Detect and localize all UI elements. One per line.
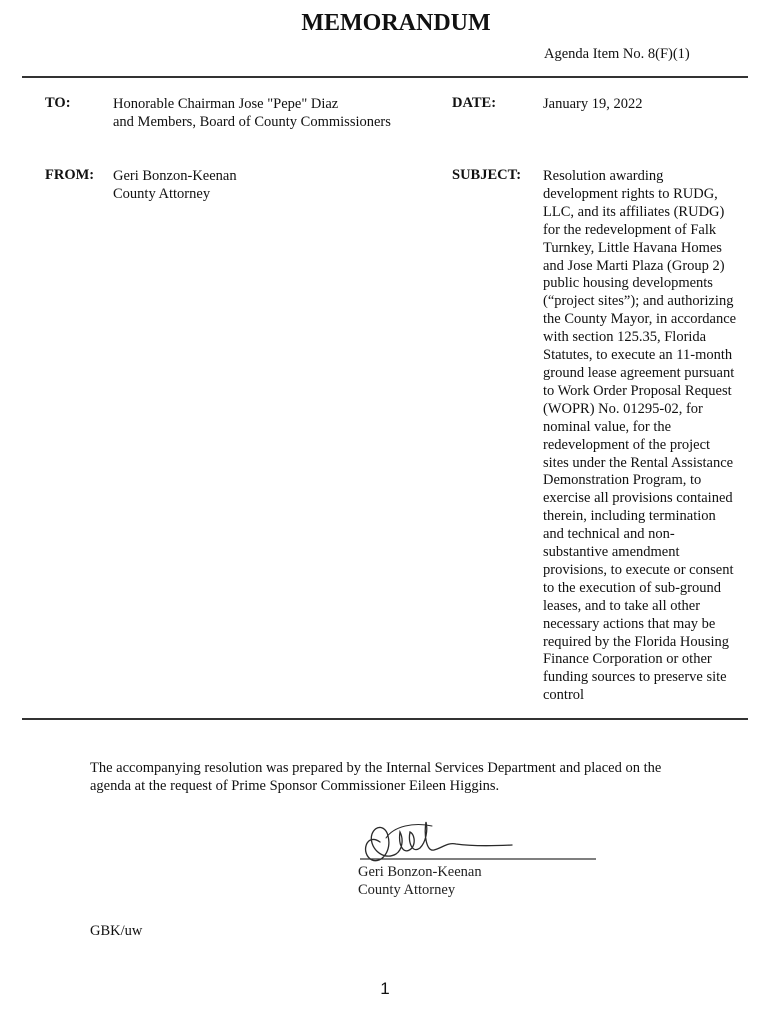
memo-title: MEMORANDUM (301, 10, 491, 36)
subject-line: nominal value, for the (543, 418, 672, 435)
body-paragraph (90, 759, 730, 795)
subject-line: substantive amendment (543, 544, 680, 561)
from-line: Geri Bonzon-Keenan (113, 168, 237, 184)
subject-line: Demonstration Program, to (543, 472, 702, 489)
subject-line: development rights to RUDG, (543, 185, 718, 202)
subject-line: with section 125.35, Florida (543, 329, 707, 346)
subject-line: public housing developments (543, 275, 713, 292)
subject-line: and Jose Marti Plaza (Group 2) (543, 257, 725, 274)
subject-line: provisions, to execute or consent (543, 561, 734, 578)
typist-initials: GBK/uw (90, 923, 143, 939)
subject-line: exercise all provisions contained (543, 490, 733, 507)
subject-line: ground lease agreement pursuant (543, 364, 735, 381)
bottom-divider (22, 718, 748, 720)
subject-line: Finance Corporation or other (543, 651, 712, 668)
subject-line: LLC, and its affiliates (RUDG) (543, 203, 725, 220)
subject-line: redevelopment of the project (543, 436, 711, 453)
subject-line: (“project sites”); and authorizing (543, 293, 734, 310)
subject-line: Statutes, to execute an 11-month (543, 347, 733, 364)
to-label: TO: (45, 95, 71, 111)
subject-line: and technical and non- (543, 526, 675, 543)
subject-line: required by the Florida Housing (543, 633, 730, 650)
date-label: DATE: (452, 95, 497, 111)
subject-line: sites under the Rental Assistance (543, 454, 734, 471)
body-line: agenda at the request of Prime Sponsor Commissioner Eileen Higgins. (90, 778, 500, 794)
subject-line: the County Mayor, in accordance (543, 311, 737, 328)
body-line: The accompanying resolution was prepared by the Internal Services Department and placed on the (90, 760, 662, 776)
subject-line: funding sources to preserve site (543, 669, 727, 686)
subject-line: control (543, 687, 585, 704)
subject-line: necessary actions that may be (543, 615, 716, 632)
subject-line: leases, and to take all other (543, 597, 701, 614)
from-sender (113, 167, 237, 203)
subject-line: to the execution of sub-ground (543, 579, 721, 596)
to-recipients (113, 95, 391, 131)
subject-label: SUBJECT: (452, 167, 522, 183)
from-line: County Attorney (113, 186, 211, 202)
signatory-title: County Attorney (358, 882, 456, 898)
subject-line: (WOPR) No. 01295-02, for (543, 400, 703, 417)
date-value: January 19, 2022 (543, 96, 643, 112)
subject-text (543, 168, 753, 705)
subject-line: Resolution awarding (543, 168, 664, 184)
subject-line: for the redevelopment of Falk (543, 221, 717, 238)
subject-line: therein, including termination (543, 508, 716, 525)
to-line: Honorable Chairman Jose "Pepe" Diaz (113, 96, 339, 112)
subject-line: to Work Order Proposal Request (543, 382, 732, 399)
top-divider (22, 76, 748, 78)
subject-line: Turnkey, Little Havana Homes (543, 239, 722, 256)
agenda-item-number: Agenda Item No. 8(F)(1) (544, 46, 690, 62)
page-number: 1 (380, 979, 390, 998)
to-line: and Members, Board of County Commissioners (113, 114, 391, 130)
from-label: FROM: (45, 167, 95, 183)
signature-name-block (358, 863, 482, 899)
signatory-name: Geri Bonzon-Keenan (358, 864, 482, 880)
